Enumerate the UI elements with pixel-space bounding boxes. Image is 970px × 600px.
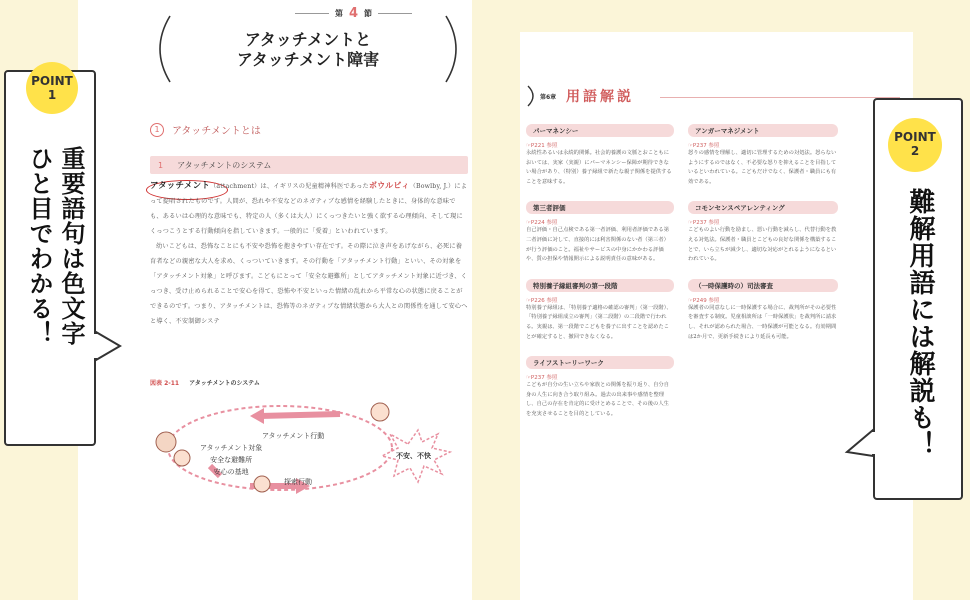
glossary-column-right <box>688 124 838 356</box>
label-attachment-behavior: アタッチメント行動 <box>262 432 325 440</box>
glossary-entry <box>688 279 838 342</box>
heading-2-number: 1 <box>150 123 164 137</box>
glossary-text: 特別養子縁組は、「特別養子適格の確認の審判」（第一段階）、「特別養子縁組成立の審判」（第二段階）の二段階で行われる。実親は、第一段階でこどもを養子に出すことを認めたことが確定すると、撤回できなくなる。 <box>526 304 672 340</box>
section-number-value: 4 <box>349 6 359 21</box>
glossary-ref: ☞P237 参照 <box>688 143 720 149</box>
glossary-header <box>520 84 913 110</box>
label-exploration: 探索行動 <box>284 478 312 486</box>
glossary-ref: ☞P249 参照 <box>688 297 720 304</box>
glossary-entry <box>688 124 838 187</box>
header-rule <box>660 97 900 98</box>
glossary-ref: ☞P237 参照 <box>526 375 558 382</box>
glossary-text: 怒りの感情を理解し、適切に管理するための対処法。怒らないようにするのではなく、不必要な怒りを抑えることを目指しているといわれている。こどもだけでなく、保護者・職員にも有効である。 <box>688 150 837 185</box>
callout-tail-right <box>845 430 875 470</box>
right-page <box>520 32 913 600</box>
glossary-ref: ☞P224 参照 <box>526 220 558 227</box>
glossary-term: パーマネンシー <box>526 124 674 137</box>
paragraph-2: 幼いこどもは、恐怖なことにも不安や恐怖を抱きやすい存在です。その際に泣き声をあげながら、必死に養育者などの親密な大人を求め、くっついていきます。その行動を「アタッチメント行動」といい、その対象を「アタッチメント対象」と呼びます。こどもにとって「安全な避難所」としてアタッチメント対象に近づき、くっつき、受け止められることで安心を得て、恐怖や不安といった情緒の乱れから平常な心の状態に戻ることができるのです。つまり、アタッチメントは、恐怖等のネガティブな情緒状態から大人との関係性を通して安心へと導く、不安制御システ <box>150 243 468 325</box>
callout-2-text: 難解用語には解説も！ <box>905 188 935 458</box>
header-bracket <box>526 84 540 108</box>
keyword-attachment: アタッチメント <box>150 181 210 191</box>
glossary-term: （一時保護時の）司法審査 <box>688 279 838 292</box>
label-target-2: 安全な避難所 <box>210 456 253 464</box>
glossary-entry <box>526 356 674 419</box>
glossary-column-left <box>526 124 674 434</box>
glossary-entry <box>688 201 838 264</box>
keyword-bowlby: ボウルビィ <box>368 180 410 190</box>
callout-1-line2: ひと目でわかる！ <box>25 146 53 346</box>
paragraph-1 <box>150 178 468 239</box>
glossary-ref: ☞P226 参照 <box>526 297 558 304</box>
glossary-term: 特別養子縁組審判の第一段階 <box>526 279 674 292</box>
glossary-term: アンガーマネジメント <box>688 124 838 137</box>
glossary-term: ライフストーリーワーク <box>526 356 674 369</box>
chapter-label: 第6章 <box>540 94 557 101</box>
heading-3 <box>150 156 468 174</box>
glossary-entry <box>526 124 674 187</box>
paragraph-1b: （Bowlby, J.）によって提唱されたものです。人間が、恐れや不安などのネガティブな感情を経験したときに、身体的な意味でも、あるいは心理的な意味でも、特定の人（多くは大人）にくっつきたいと強く欲する心理傾向、そして現にくっつこうとする行動傾向を指していきます。一般的に「愛着」といわれています。 <box>150 183 468 235</box>
glossary-entry <box>526 201 674 264</box>
heading-2-text: アタッチメントとは <box>172 126 261 137</box>
body-text <box>150 178 468 329</box>
glossary-term: コモンセンスペアレンティング <box>688 201 838 214</box>
title-line2: アタッチメント障害 <box>236 50 380 69</box>
paragraph-1a: （attachment）は、イギリスの児童精神科医であった <box>209 183 369 190</box>
section-prefix: 第 <box>335 9 343 18</box>
heading-3-number: 1 <box>158 160 164 170</box>
badge-2-number: 2 <box>910 144 920 158</box>
title-line1: アタッチメントと <box>244 30 372 49</box>
glossary-entry <box>526 279 674 342</box>
glossary-text: 保護者の同意なしに一時保護する場合に、裁判所がその必要性を審査する制度。児童相談所は「一時保護状」を裁判所に請求し、それが認められた場合、一時保護が可能となる。有効期間は2か月で、更新手続きにより延長も可能。 <box>688 304 837 340</box>
badge-1-word: POINT <box>31 74 73 88</box>
heading-3-text: アタッチメントのシステム <box>177 160 272 170</box>
label-target-3: 安心の基地 <box>213 468 249 476</box>
label-target-1: アタッチメント対象 <box>200 444 263 452</box>
label-anxiety: 不安、不快 <box>396 452 431 460</box>
point-badge-1 <box>26 62 78 114</box>
point-badge-2 <box>888 118 942 172</box>
section-suffix: 節 <box>364 9 373 18</box>
glossary-term: 第三者評価 <box>526 201 674 214</box>
glossary-title: 用語解説 <box>566 89 634 105</box>
callout-1-line1: 重要語句は色文字 <box>57 146 85 346</box>
callout-tail-left <box>92 332 122 372</box>
badge-1-number: 1 <box>47 88 57 102</box>
glossary-text: こどもが自分の生い立ちや家族との関係を振り返り、自分自身の人生に向き合う取り組み。過去の出来事や感情を整理し、自己の存在を肯定的に受けとめることで、その後の人生を充実させることを目的としている。 <box>526 382 670 417</box>
glossary-text: 自己評価・自己点検である第一者評価、利用者評価である第二者評価に対して、直接的には利害関係のない者（第三者）が行う評価のこと。福祉やサービスの中身にかかわる評価や、質の担保や情報開示による説明責任の意味がある。 <box>526 227 670 263</box>
figure-title: アタッチメントのシステム <box>189 380 260 387</box>
glossary-ref: ☞P221 参照 <box>526 143 558 149</box>
chapter-title <box>150 12 466 86</box>
glossary-text: こどものよい行動を励まし、悪い行動を減らし、代替行動を教える対処法。保護者・職員とこどもの良好な関係を構築することで、いら立ちが減少し、適切な対応がとれるようになるといわれている。 <box>688 227 837 263</box>
figure-number: 図表 2-11 <box>150 380 180 387</box>
heading-2 <box>150 122 261 137</box>
badge-2-word: POINT <box>894 130 936 144</box>
glossary-ref: ☞P237 参照 <box>688 220 720 227</box>
glossary-text: 永続性あるいは永続的関係。社会的養護の文脈とおこともにおいては、実家（実親）にパーマネンシー保障が期待できない場合があり、（特別）養子縁組で新たな親子関係を提供することを意味する。 <box>526 150 672 185</box>
attachment-diagram <box>150 386 470 516</box>
label-attachment-target <box>200 442 262 478</box>
